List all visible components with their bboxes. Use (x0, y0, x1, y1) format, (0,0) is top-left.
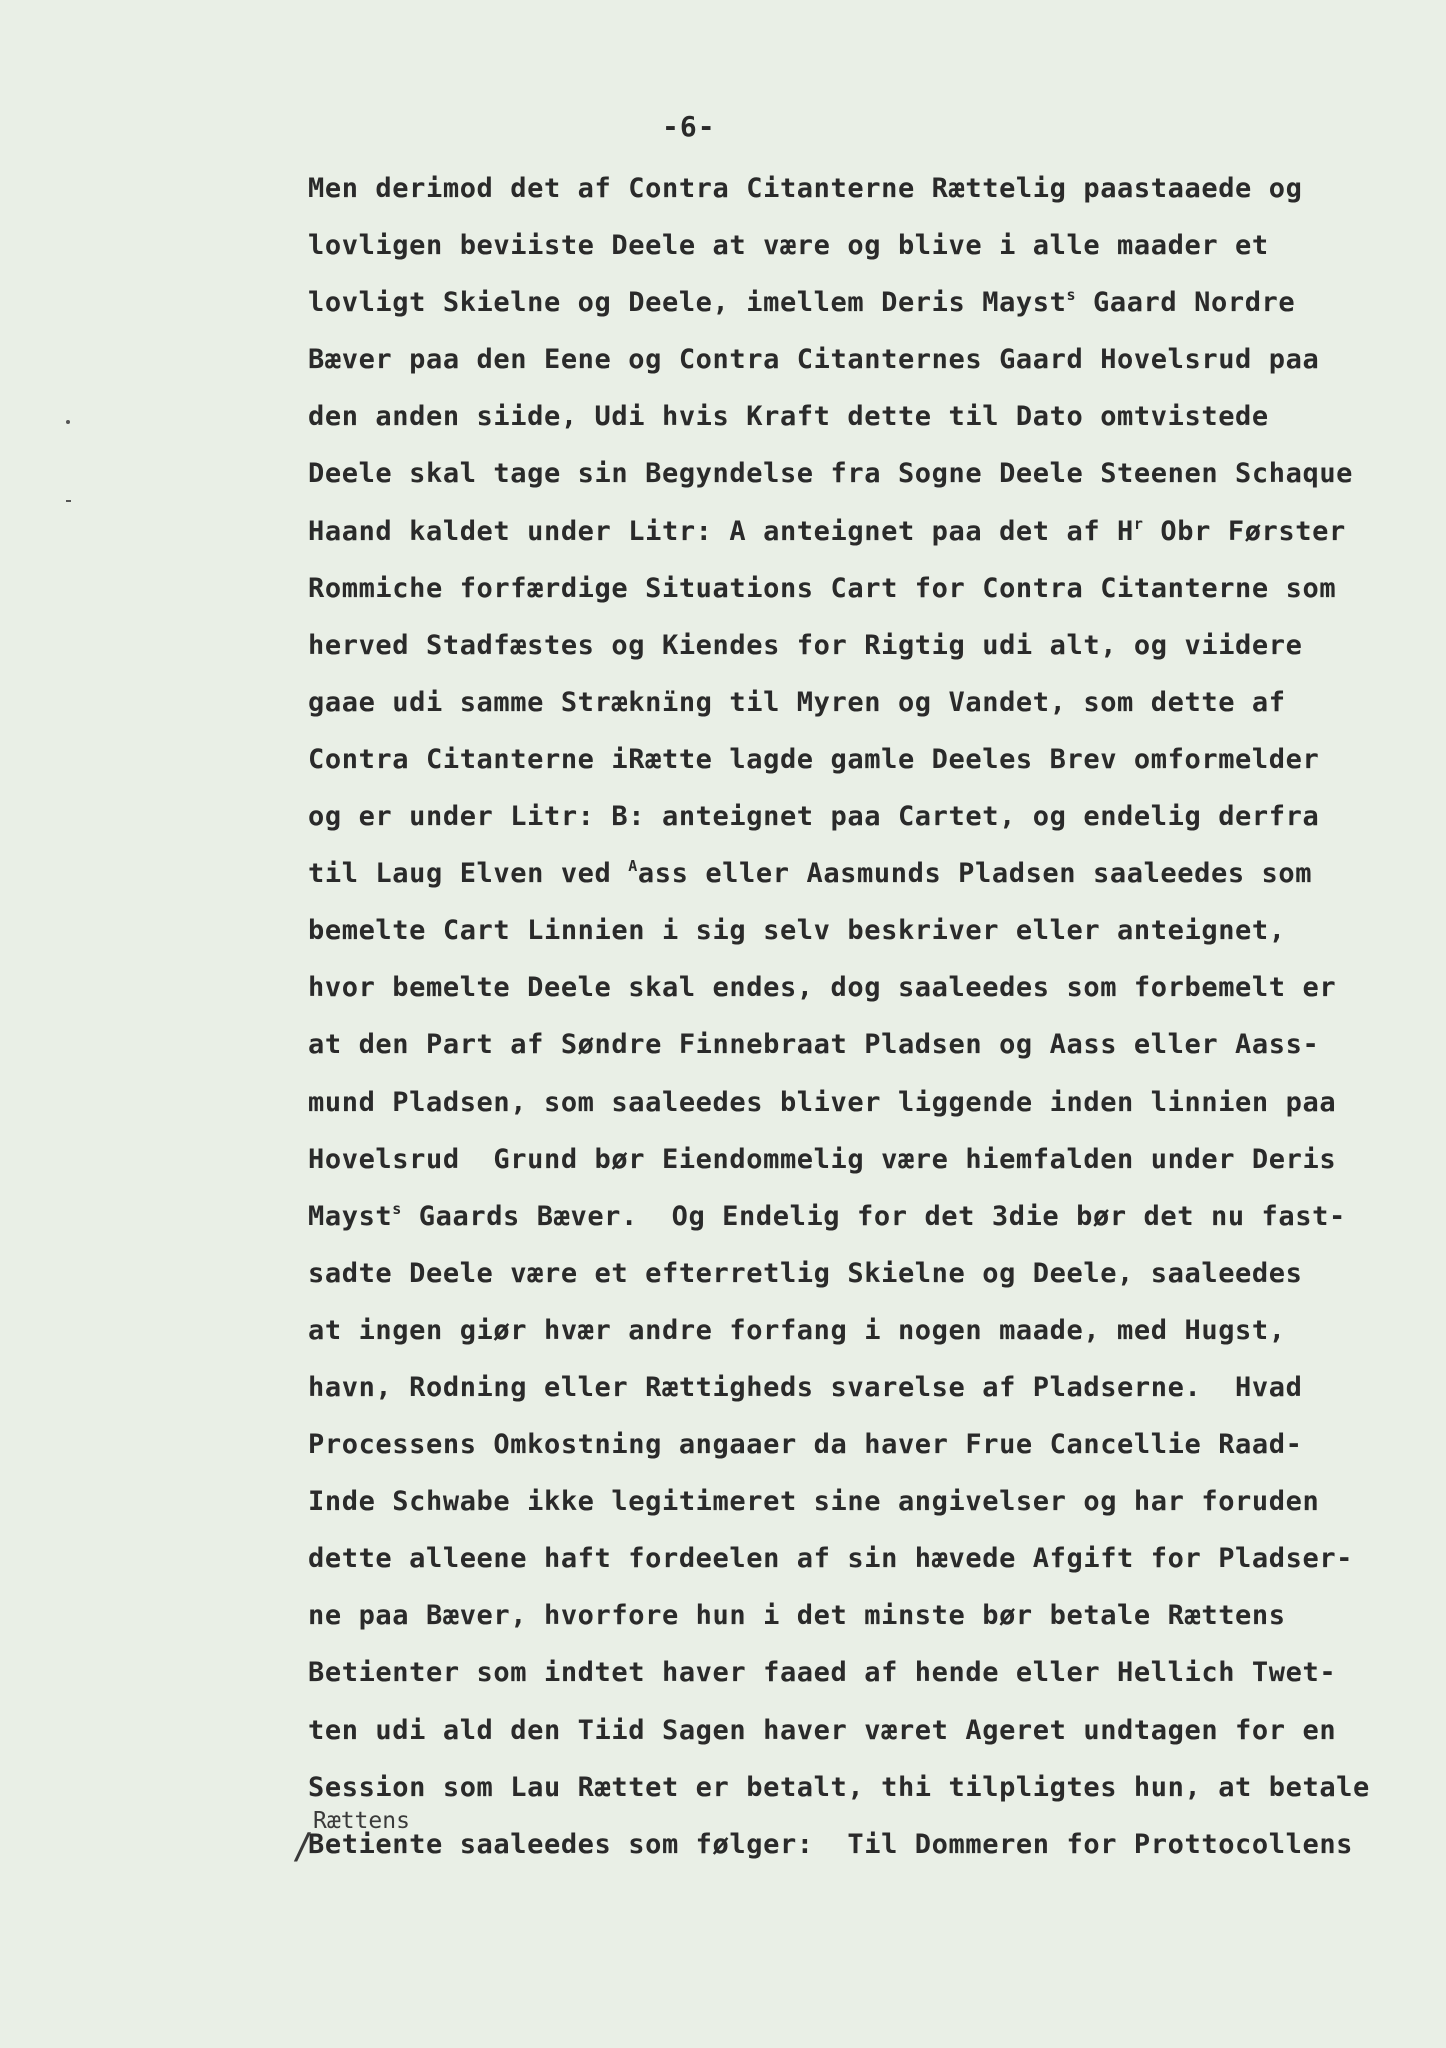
text-line: gaae udi samme Stræknïng til Myren og Vandet, som dette af (308, 686, 1286, 718)
text-line: mund Pladsen, som saaleedes bliver liggende inden linnien paa (308, 1086, 1337, 1118)
text-line: Contra Citanterne iRætte lagde gamle Deeles Brev omformelder (308, 743, 1320, 775)
text-line: Bæver paa den Eene og Contra Citanternes Gaard Hovelsrud paa (308, 344, 1320, 376)
text-line: Betiente saaleedes som følger: Til Dommeren for Prottocollens (308, 1828, 1354, 1860)
text-line: Rommiche forfærdige Situations Cart for Contra Citanterne som (308, 572, 1337, 604)
document-body (308, 160, 1428, 1873)
text-line: Haand kaldet under Litr: A anteignet paa det af $H^r$ Obr Førster (308, 514, 1346, 547)
text-line: lovligt Skielne og Deele, imellem Deris Mayst$^s$ Gaard Nordre (308, 286, 1296, 319)
text-line: lovligen beviiste Deele at være og blive i alle maader et (308, 230, 1269, 262)
margin-tick-mark (66, 500, 71, 502)
text-line: Processens Omkostning angaaer da haver Frue Cancellie Raad- (308, 1429, 1303, 1461)
insertion-mark: / (292, 1826, 314, 1867)
text-line: at den Part af Søndre Finnebraat Pladsen og Aass eller Aass- (308, 1029, 1320, 1061)
text-line: Inde Schwabe ikke legitimeret sine angivelser og har foruden (308, 1486, 1320, 1518)
page-number: -6- (662, 110, 716, 143)
text-line: den anden siide, Udi hvis Kraft dette til Dato omtvistede (308, 401, 1269, 433)
text-line: Betienter som indtet haver faaed af hende eller Hellich Twet- (308, 1657, 1337, 1689)
text-line: bemelte Cart Linnien i sig selv beskriver eller anteignet, (308, 915, 1286, 947)
text-line: til Laug Elven ved $^A$ass eller Aasmunds Pladsen saaleedes som (308, 857, 1313, 890)
text-line: ne paa Bæver, hvorfore hun i det minste bør betale Rættens (308, 1600, 1286, 1632)
text-line: ten udi ald den Tiid Sagen haver været Ageret undtagen for en (308, 1714, 1337, 1746)
text-line: havn, Rodning eller Rættigheds svarelse af Pladserne. Hvad (308, 1371, 1303, 1403)
text-line: Session som Lau Rættet er betalt, thi tilpligtes hun, at betale (308, 1771, 1370, 1803)
text-line: at ingen giør hvær andre forfang i nogen maade, med Hugst, (308, 1314, 1286, 1346)
text-line: Hovelsrud Grund bør Eiendommelig være hiemfalden under Deris (308, 1143, 1337, 1175)
text-line: hvor bemelte Deele skal endes, dog saaleedes som forbemelt er (308, 972, 1337, 1004)
margin-insertion-note: Rættens (313, 1808, 410, 1834)
margin-dot-mark (66, 420, 70, 424)
text-line: dette alleene haft fordeelen af sin hævede Afgift for Pladser- (308, 1543, 1354, 1575)
text-line: herved Stadfæstes og Kiendes for Rigtig udi alt, og viidere (308, 629, 1303, 661)
text-line: Deele skal tage sin Begyndelse fra Sogne Deele Steenen Schaque (308, 458, 1354, 490)
text-line: Men derimod det af Contra Citanterne Rættelig paastaaede og (308, 173, 1303, 204)
text-line: sadte Deele være et efterretlig Skielne og Deele, saaleedes (308, 1257, 1303, 1289)
text-line: Mayst$^s$ Gaards Bæver. Og Endelig for det 3die bør det nu fast- (308, 1199, 1346, 1232)
text-line: og er under Litr: B: anteignet paa Cartet, og endelig derfra (308, 801, 1320, 833)
